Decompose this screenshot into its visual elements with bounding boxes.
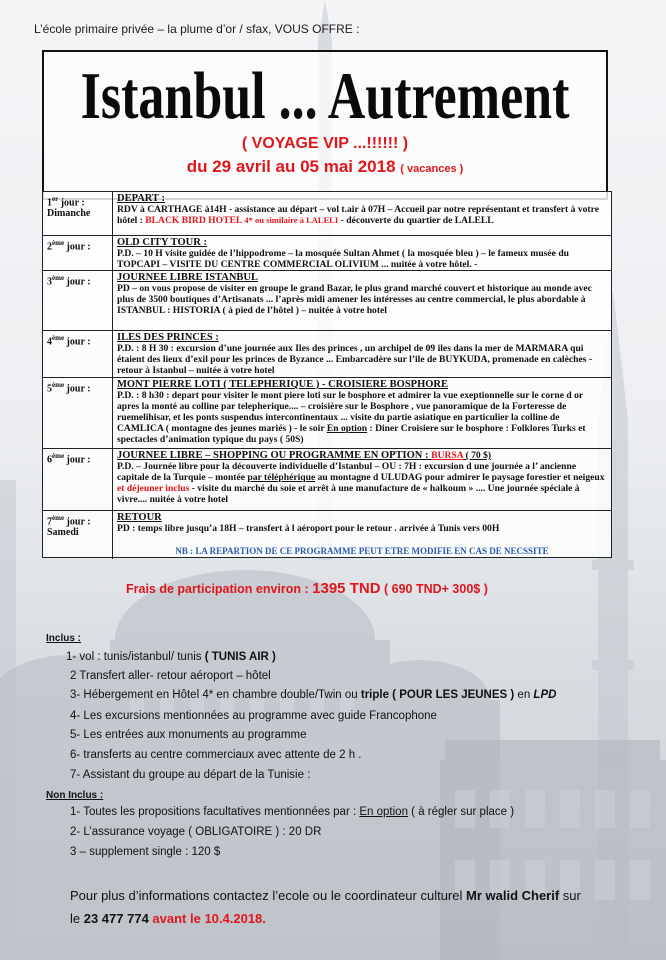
inclus-item: 2 Transfert aller- retour aéroport – hôtel xyxy=(70,670,271,682)
fee-amount: 1395 TND xyxy=(312,580,381,597)
phone-deadline-line: le 23 477 774 avant le 10.4.2018. xyxy=(70,911,266,926)
day-description: RETOUR PD : temps libre jusqu’a 18H – transfert à l aéroport pour le retour . arrivée à Tunis vers 00H xyxy=(117,512,500,534)
inclus-item: 5- Les entrées aux monuments au programme xyxy=(70,729,307,741)
day-label: 3ème jour : xyxy=(43,271,113,330)
phone-number: 23 477 774 xyxy=(83,911,149,926)
day-description: JOURNEE LIBRE – SHOPPING OU PROGRAMME EN OPTION : BURSA ( 70 $) P.D. – Journée libre pour la découverte individuelle d’Istanbul – OU : 7H : excursion d une journée a l’ ancienne capitale de la Turquie – montée par téléphérique au montagne d ULUDAG pour admirer le paysage forestier et neigeux et déjeuner inclus - visite du marché du soie et arrêt à une manufacture de « halkoum » .... Une journée spéciale à vivre.... nuitée à votre hotel xyxy=(117,450,605,505)
day-description: OLD CITY TOUR : P.D. – 10 H visite guidée de l’hippodrome – la mosquée Sultan Ahmet ( la mosquée bleu ) – le fameux musée du TOPCAPI – VISITE DU CENTRE COMMERCIAL OLIVIUM ... nuitée à votre hôtel. - xyxy=(117,237,569,270)
registration-deadline: avant le 10.4.2018. xyxy=(148,911,266,926)
inclus-item: 3- Hébergement en Hôtel 4* en chambre double/Twin ou triple ( POUR LES JEUNES ) en LPD xyxy=(70,689,557,701)
program-row-day-5 xyxy=(43,377,611,448)
trip-subtitle: ( VOYAGE VIP ...!!!!!! ) xyxy=(241,135,409,152)
program-row-day-3 xyxy=(43,270,611,330)
program-note: NB : LA REPARTION DE CE PROGRAMME PEUT ETRE MODIFIE EN CAS DE NECSSITE xyxy=(175,546,549,556)
trip-dates-main: du 29 avril au 05 mai 2018 xyxy=(186,157,396,176)
inclus-item: 6- transferts au centre commerciaux avec attente de 2 h . xyxy=(70,749,362,761)
program-row-day-1 xyxy=(43,192,611,235)
program-row-day-6 xyxy=(43,448,611,510)
day-description: DEPART : RDV à CARTHAGE à14H - assistance au départ – vol t.air à 07H – Accueil par notre représentant et transfert à votre hôtel : BLACK BIRD HOTEL 4* ou similaire à LALELI - découverte du quartier de LALELL xyxy=(117,193,599,226)
inclus-item: 4- Les excursions mentionnées au programme avec guide Francophone xyxy=(70,710,437,722)
day-label: 4ème jour : xyxy=(43,331,113,377)
inclus-item: 1- vol : tunis/istanbul/ tunis ( TUNIS AIR ) xyxy=(66,651,276,663)
non-inclus-label: Non Inclus : xyxy=(46,790,104,801)
contact-line: Pour plus d’informations contactez l’ecole ou le coordinateur culturel Mr walid Cherif sur xyxy=(70,888,581,903)
title-box xyxy=(42,50,608,200)
trip-dates xyxy=(44,157,606,177)
day-description: ILES DES PRINCES : P.D. : 8 H 30 : excursion d’une journée aux Iles des princes , un archipel de 09 iles dans la mer de MARMARA qui étaient des lieux d’exil pour les princes de Byzance ... Embarcadère sur l’ile de BUYKUDA, promenade en calèches - retour à Istanbul – nuitée à votre hotel xyxy=(117,332,593,376)
trip-dates-note: ( vacances ) xyxy=(400,163,464,175)
program-row-day-4 xyxy=(43,330,611,377)
inclus-item: 7- Assistant du groupe au départ de la Tunisie : xyxy=(70,769,311,781)
inclus-label: Inclus : xyxy=(46,633,82,644)
non-inclus-item: 2- L’assurance voyage ( OBLIGATOIRE ) : 20 DR xyxy=(70,826,322,838)
hotel-name: BLACK BIRD HOTEL xyxy=(145,215,243,226)
program-row-day-2 xyxy=(43,235,611,270)
day-label: 2ème jour : xyxy=(43,236,113,270)
non-inclus-item: 3 – supplement single : 120 $ xyxy=(70,846,221,858)
program-table xyxy=(42,191,612,558)
day-label: 7ème jour : Samedi xyxy=(43,511,113,559)
day-label: 5ème jour : xyxy=(43,378,113,448)
participation-fee: Frais de participation environ : 1395 TND ( 690 TND+ 300$ ) xyxy=(126,580,488,597)
non-inclus-item: 1- Toutes les propositions facultatives mentionnées par : En option ( à régler sur place ) xyxy=(70,806,515,818)
day-description: JOURNEE LIBRE ISTANBUL PD – on vous propose de visiter en groupe le grand Bazar, le plus grand marché couvert et historique au monde avec plus de 3500 boutiques d’Artisanats ... l’après midi amener les intéresses au centre commercial, le plus abordable à ISTANBUL : HISTORIA ( à pied de l’hôtel ) – nuitée à votre hotel xyxy=(117,272,592,316)
school-offer-header: L’école primaire privée – la plume d’or / sfax, VOUS OFFRE : xyxy=(34,22,360,36)
day-label: 1er jour : Dimanche xyxy=(43,192,113,235)
coordinator-name: Mr walid Cherif xyxy=(466,888,560,903)
program-row-day-7 xyxy=(43,510,611,559)
day-label: 6ème jour : xyxy=(43,449,113,510)
day-description: MONT PIERRE LOTI ( TELEPHERIQUE ) - CROISIERE BOSPHORE P.D. : 8 h30 : depart pour visiter le mont piere loti sur le bosphore et admirer la vue exeptionnelle sur le corne d or apres la monté au colline par telepherique.... – croisière sur le Bosphore , vue panoramique de la Forteresse de ruemelihisar, et les ponts suspendus intercontinentaux ... visite du partie asiatique en particulier la colline de CAMLICA ( montagne des jeunes mariés ) - le soir En option : Diner Croisiere sur le bosphore : Folklores Turks et spectacles d’animation typique du pays ( 50S) xyxy=(117,379,586,445)
main-title: Istanbul ... Autrement xyxy=(80,60,570,134)
